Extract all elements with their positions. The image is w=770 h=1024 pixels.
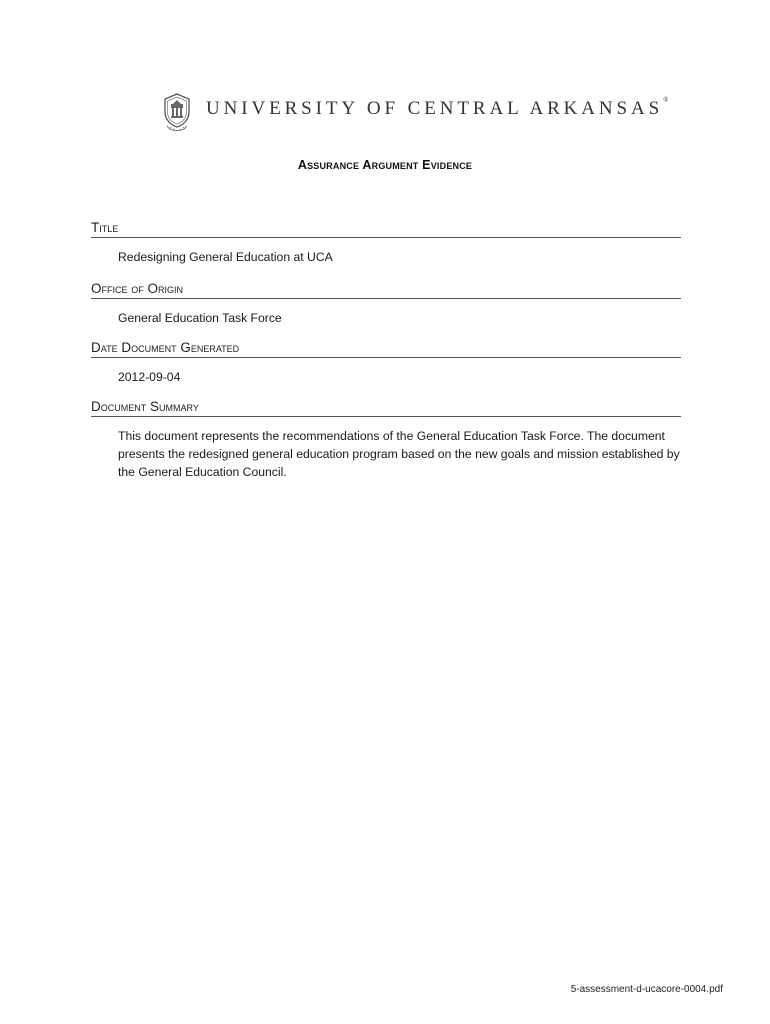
section-office-of-origin bbox=[91, 281, 681, 327]
section-document-summary bbox=[91, 399, 681, 481]
university-wordmark bbox=[206, 98, 668, 120]
section-value: General Education Task Force bbox=[118, 311, 282, 325]
section-summary-text: This document represents the recommendations of the General Education Task Force. The document presents the redesigned general education program based on the new goals and mission established by the General Education Council. bbox=[118, 429, 680, 479]
section-heading: Title bbox=[91, 220, 681, 238]
section-heading: Office of Origin bbox=[91, 281, 681, 299]
university-logo bbox=[162, 92, 669, 136]
document-title: Assurance Argument Evidence bbox=[297, 158, 473, 172]
section-value: 2012-09-04 bbox=[118, 370, 181, 384]
registered-mark: ® bbox=[663, 96, 669, 104]
university-name: UNIVERSITY OF CENTRAL ARKANSAS bbox=[206, 98, 664, 119]
section-heading: Document Summary bbox=[91, 399, 681, 417]
section-title bbox=[91, 220, 681, 266]
section-value: Redesigning General Education at UCA bbox=[118, 250, 333, 264]
section-heading: Date Document Generated bbox=[91, 340, 681, 358]
footer-filename: 5-assessment-d-ucacore-0004.pdf bbox=[570, 984, 723, 995]
section-date-generated bbox=[91, 340, 681, 386]
university-seal-icon bbox=[162, 92, 192, 134]
